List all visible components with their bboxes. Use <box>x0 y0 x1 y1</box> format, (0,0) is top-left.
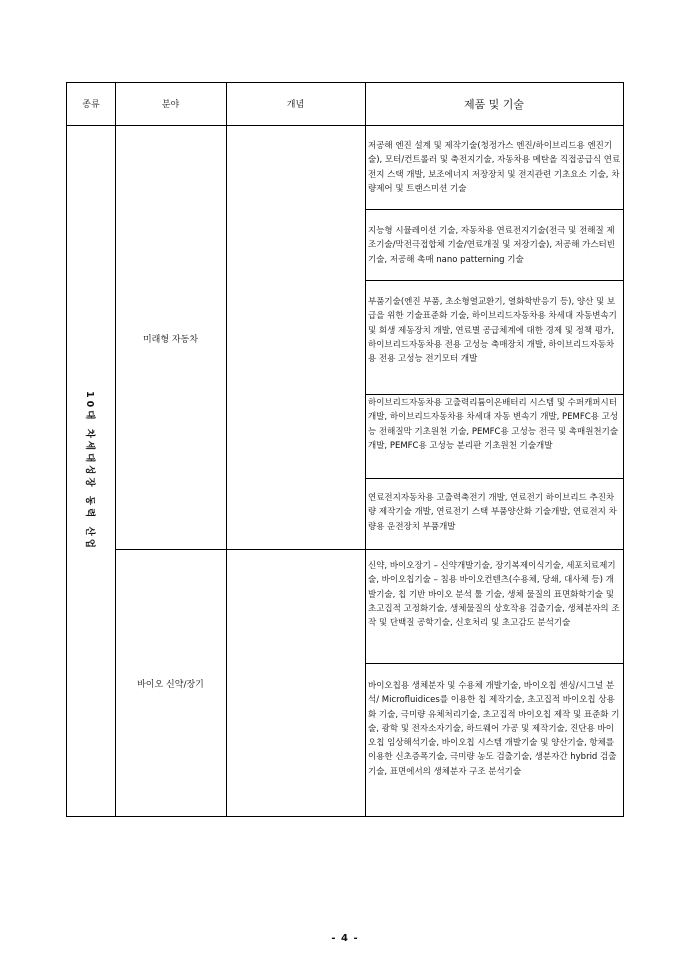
product-cell: 지능형 시뮬레이션 기술, 자동차용 연료전지기술(전극 및 전해질 제조기술/막전극접합체 기술/연료개질 및 저장기술), 저공해 가스터빈기술, 저공해 촉매 nano patterning 기술 <box>368 226 615 265</box>
divider <box>115 549 623 550</box>
divider <box>365 663 623 664</box>
product-cell: 부품기술(엔진 부품, 초소형열교환기, 열화학반응기 등), 양산 및 보급을 위한 기술표준화 기술, 하이브리드자동차용 차세대 자동변속기 및 회생 제동장치 개발, 연료별 공급체계에 대한 경제 및 정책 평가, 하이브리드자동차용 전용 고성능 축매장치 개발, 하이브리드자동차용 전용 고성능 전기모터 개발 <box>368 297 617 365</box>
page-number: - 4 - <box>331 933 359 944</box>
table-header <box>67 83 623 126</box>
product-cell: 바이오칩용 생체분자 및 수용체 개발기술, 바이오칩 센싱/시그널 분석/ Microfluidices를 이용한 칩 제작기술, 초고집적 바이오칩 상용화 기술, 극미량 유체처리기술, 초고집적 바이오칩 제작 및 표준화 기술, 광학 및 전자소자기술, 하드웨어 가공 및 제작기술, 진단용 바이오칩 임상해석기술, 바이오칩 시스템 개발기술 및 양산기술, 항체를 이용한 신초증폭기술, 극미량 농도 검출기술, 생분자간 hybrid 검출기술, 표면에서의 생체분자 구조 분석기술 <box>368 681 620 777</box>
product-cell: 신약, 바이오장기 – 신약개발기술, 장기복제이식기술, 세포치료제기술, 바이오칩기술 – 침용 바이오컨텐츠(수용체, 당쇄, 대사체 등) 개발기술, 칩 기반 바이오 분석 툴 기술, 생체 물질의 표면화학기술 및 초고집적 고정화기술, 생체물질의 상호작용 검출기술, 생체분자의 조작 및 단백질 공학기술, 신호처리 및 초고감도 분석기술 <box>368 561 620 629</box>
category-label: 10대 차세대성장 동력 산업 <box>84 391 96 551</box>
category-cell <box>67 126 115 816</box>
header-concept: 개념 <box>286 100 305 110</box>
product-cell: 저공해 엔진 설계 및 제작기술(청정가스 엔진/하이브리드용 엔진기술), 모터/컨트롤러 및 축전지기술, 자동차용 메탄올 직접공급식 연료전지 스택 개발, 보조에너지 저장장치 및 전지관련 기초요소 기술, 차량제어 및 트랜스미션 기술 <box>368 141 621 194</box>
product-cell: 하이브리드자동차용 고출력리튬이온배터리 시스템 및 수퍼캐퍼시터 개발, 하이브리드자동차용 차세대 자동 변속기 개발, PEMFC용 고성능 전해질막 기초원천 기술, PEMFC용 고성능 전극 및 촉매원천기술 개발, PEMFC용 고성능 분리판 기초원천 기술개발 <box>368 398 619 451</box>
header-type: 종류 <box>82 100 100 110</box>
product-cell: 연료전지자동차용 고출력축전기 개발, 연료전기 하이브리드 추진차량 제작기술 개발, 연료전기 스택 부품양산화 기술개발, 연료전지 차량용 운전장치 부품개발 <box>368 493 617 532</box>
divider <box>365 280 623 281</box>
divider <box>226 83 227 816</box>
divider <box>365 478 623 479</box>
field-label: 미래형 자동차 <box>142 334 199 345</box>
field-cell-bio <box>115 550 226 816</box>
field-cell-future-vehicle <box>115 126 226 550</box>
header-field: 분야 <box>161 100 180 110</box>
divider <box>365 209 623 210</box>
header-products: 제품 및 기술 <box>463 97 525 111</box>
technology-table <box>66 82 624 817</box>
field-label: 바이오 신약/장기 <box>137 679 204 690</box>
